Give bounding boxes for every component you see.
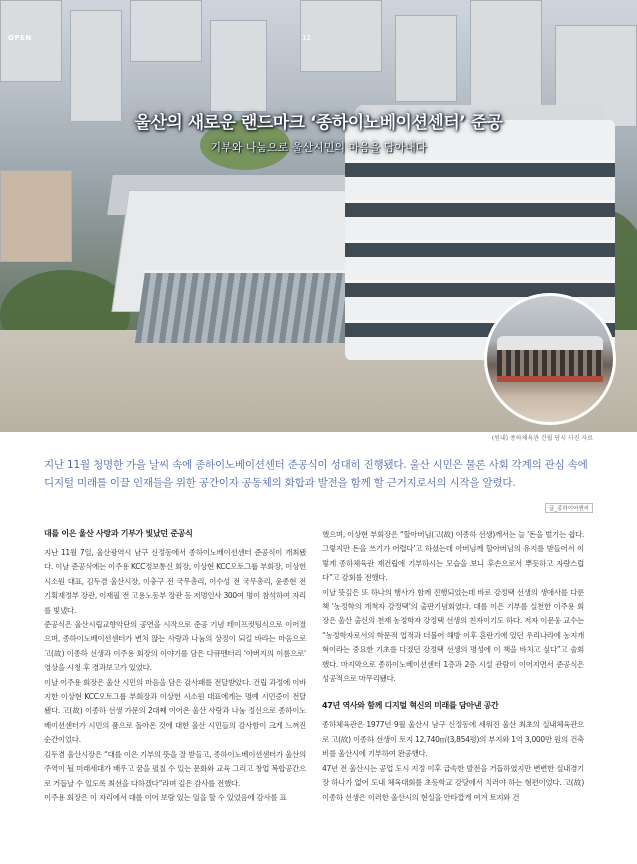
tower-window-band	[345, 240, 615, 257]
tower-window-band	[345, 280, 615, 297]
section-heading: 47년 역사와 함께 디지털 혁신의 미래를 담아낸 공간	[322, 701, 499, 711]
page-title: 울산의 새로운 랜드마크 ‘종하이노베이션센터’ 준공	[134, 113, 503, 133]
article-column-right	[322, 528, 584, 805]
background-building	[395, 15, 457, 102]
photo-caption: (원내) 종하체육관 건립 당시 사진 자료	[491, 435, 593, 442]
byline: 글_종하이어앤씨	[545, 503, 593, 513]
gym-roof	[497, 336, 603, 350]
background-building	[130, 0, 202, 62]
section-heading: 대를 이은 울산 사랑과 기부가 빛났던 준공식	[44, 529, 193, 538]
background-building	[300, 0, 382, 72]
paragraph: 이주용 회장은 이 자리에서 대를 이어 보람 있는 일을 할 수 있었음에 감사를 표	[44, 792, 287, 802]
paragraph: 47년 전 울산시는 공업 도시 지정 이후 급속한 발전을 거듭하였지만 변변한 실내경기장 하나가 없어 도내 체육대회를 초등학교 강당에서 치러야 하는 형편이었다. 고(故) 이종하 선생은 이러한 울산시의 현실을 안타깝게 여겨 토지와 건	[322, 763, 584, 802]
paragraph: 지난 11월 7일, 울산광역시 남구 신정동에서 종하이노베이션센터 준공식이 개최됐다. 이날 준공식에는 이주용 KCC정보통신 회장, 이상현 KCC오토그룹 부회장, 이상헌 시소원 대표, 김두겸 울산시장, 이충구 전 국무총리, 이수성 전 국무총리, 윤종현 전 기획재정부 장관, 이재필 전 고용노동부 장관 등 저명인사 300여 명이 참석하여 자리를 빛냈다.	[44, 548, 306, 615]
paragraph: 종하체육관은 1977년 9월 울산시 남구 신정동에 세워진 울산 최초의 실내체육관으로 고(故) 이종하 선생이 토지 12,740㎡(3,854평)의 부지와 1억 3,000만 원의 건축비를 울산시에 기부하여 완공했다.	[322, 720, 584, 759]
page-number: 12	[302, 34, 311, 42]
background-building	[470, 0, 542, 112]
gym-wall	[497, 350, 603, 376]
background-building	[0, 170, 72, 262]
background-building	[70, 10, 122, 122]
lead-paragraph: 지난 11월 청명한 가을 날씨 속에 종하이노베이션센터 준공식이 성대히 진행됐다. 울산 시민은 물론 사회 각계의 관심 속에 디지털 미래를 이끌 인재들을 위한 공간이자 공동체의 화합과 발전을 함께 할 근거지로서의 시작을 알렸다.	[44, 459, 588, 489]
tower-window-band	[345, 200, 615, 217]
paragraph: 이날 이주용 회장은 울산 시민의 마음을 담은 감사패를 전달받았다. 건립 과정에 이바지한 이상현 KCC오토그룹 부회장과 이상헌 시소원 대표에게는 명예 시민증이 전달됐다. 고(故) 이종하 선생 가문의 2대째 이어온 울산 사랑과 나눔 정신으로 종하이노베이션센터가 시민의 품으로 돌아온 것에 대한 울산 시민들의 감사함이 크게 느껴진 순간이었다.	[44, 677, 306, 745]
background-building	[210, 20, 267, 112]
article-column-left	[44, 528, 306, 805]
page-subtitle: 기부와 나눔으로 울산시민의 마음을 담아내다	[210, 141, 427, 154]
section-label: OPEN	[8, 34, 32, 42]
tower-window-band	[345, 160, 615, 177]
paragraph: 김두겸 울산시장은 “대를 이은 기부의 뜻을 잘 받들고, 종하이노베이션센터가 울산의 주역이 될 미래세대가 배우고 꿈을 펼칠 수 있는 문화와 교육 그리고 창업 복합공간으로 거듭날 수 있도록 최선을 다하겠다”라며 깊은 감사를 전했다.	[44, 749, 306, 788]
gym-band	[497, 376, 603, 382]
historical-gym-inset-photo	[484, 293, 616, 425]
paragraph: 했으며, 이상현 부회장은 “할아버님(고(故) 이종하 선생)께서는 늘 ‘돈을 벌기는 쉽다. 그렇지만 돈을 쓰기가 어렵다’고 하셨는데 아버님께 할아버님의 유지를 받들어서 이렇게 종하체육관 재건립에 기부하시는 모습을 보니 후손으로서 뿌듯하고 자랑스럽다”고 감회를 전했다.	[322, 530, 584, 583]
paragraph: 이날 뜻깊은 또 하나의 행사가 함께 진행되었는데 바로 강정택 선생의 생애사를 다룬 책 ‘농정학의 개척자 강정택’의 출판기념회였다. 대를 이은 기부를 실천한 이주용 회장은 울산 출신의 천재 농정학자 강정택 선생의 친자이기도 하다. 저자 이문웅 교수는 “농정학자로서의 학문적 업적과 더불어 해방 이후 혼란기에 있던 우리나라에 농지개혁이라는 중요한 기초를 다졌던 강정택 선생의 명성에 이 책을 바치고 싶다”고 술회했다. 마지막으로 종하이노베이션센터 1층과 2층 시설 관람이 이어지면서 준공식은 성공적으로 마무리됐다.	[322, 587, 584, 684]
paragraph: 준공식은 울산시립교향악단의 공연을 시작으로 준공 기념 테이프컷팅식으로 이어졌으며, 종하이노베이션센터가 변치 않는 사랑과 나눔의 상징이 되길 바라는 마음으로 고(故) 이종하 선생과 이주용 회장의 이야기를 담은 다큐멘터리 ‘아버지의 이름으로’ 영상을 시청 후 경과보고가 있었다.	[44, 620, 306, 673]
